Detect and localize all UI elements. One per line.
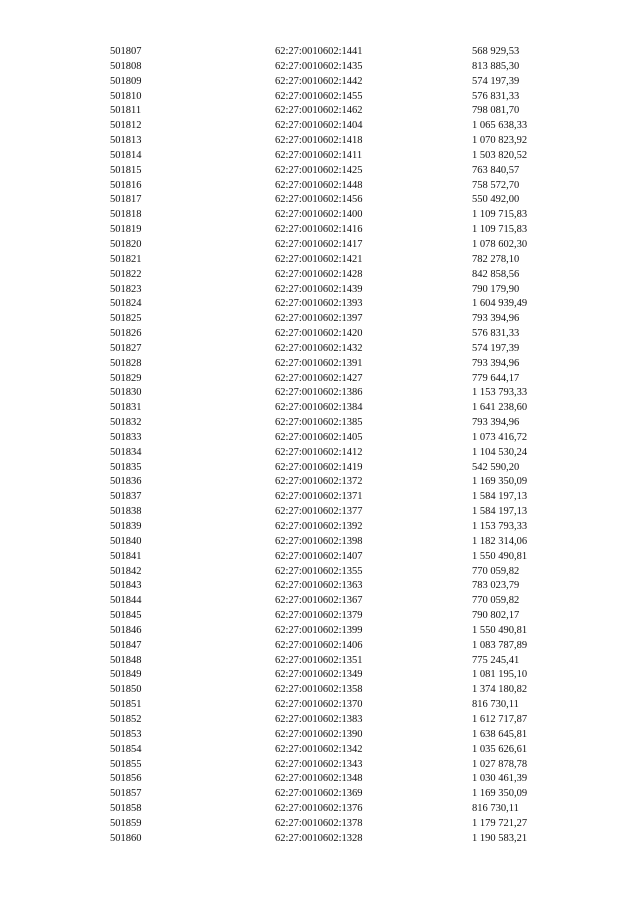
cadastral-value: 1 065 638,33 [472,120,528,132]
cadastral-value: 1 153 793,33 [472,387,528,399]
table-row [110,758,572,773]
row-number: 501824 [110,298,142,310]
cadastral-number: 62:27:0010602:1351 [275,654,363,666]
table-row [110,505,572,520]
cadastral-number: 62:27:0010602:1455 [275,90,363,102]
table-row [110,327,572,342]
cadastral-number: 62:27:0010602:1343 [275,758,363,770]
table-row [110,832,572,847]
table-row [110,104,572,119]
cadastral-value: 574 197,39 [472,75,520,87]
row-number: 501848 [110,654,142,666]
table-row [110,683,572,698]
row-number: 501838 [110,506,142,518]
cadastral-value: 798 081,70 [472,105,520,117]
table-row [110,743,572,758]
cadastral-number: 62:27:0010602:1406 [275,639,363,651]
row-number: 501853 [110,728,142,740]
table-row [110,268,572,283]
cadastral-value: 816 730,11 [472,699,519,711]
table-row [110,297,572,312]
row-number: 501821 [110,253,142,265]
row-number: 501815 [110,164,142,176]
cadastral-number: 62:27:0010602:1392 [275,521,363,532]
table-row [110,45,572,60]
table-row [110,372,572,387]
cadastral-number: 62:27:0010602:1369 [275,788,363,800]
cadastral-value: 550 492,00 [472,194,520,206]
cadastral-number: 62:27:0010602:1378 [275,817,363,829]
table-row [110,179,572,194]
cadastral-value: 1 081 195,10 [472,669,528,681]
table-row [110,579,572,594]
cadastral-number: 62:27:0010602:1379 [275,610,363,622]
cadastral-value: 1 190 583,21 [472,832,528,844]
cadastral-value: 1 550 490,81 [472,550,528,562]
cadastral-number: 62:27:0010602:1391 [275,357,363,369]
cadastral-value-table [110,45,572,847]
cadastral-number: 62:27:0010602:1376 [275,803,363,815]
table-row [110,386,572,401]
table-row [110,624,572,639]
cadastral-number: 62:27:0010602:1370 [275,699,363,711]
cadastral-number: 62:27:0010602:1397 [275,313,363,325]
cadastral-number: 62:27:0010602:1371 [275,491,363,503]
cadastral-value: 842 858,56 [472,268,520,280]
table-row [110,208,572,223]
row-number: 501822 [110,268,142,280]
table-row [110,90,572,105]
row-number: 501850 [110,684,142,696]
row-number: 501834 [110,446,142,458]
table-row [110,609,572,624]
cadastral-value: 763 840,57 [472,164,520,176]
row-number: 501843 [110,580,142,592]
row-number: 501836 [110,476,142,488]
cadastral-value: 1 073 416,72 [472,431,528,443]
row-number: 501831 [110,402,142,414]
cadastral-number: 62:27:0010602:1419 [275,461,363,473]
cadastral-number: 62:27:0010602:1383 [275,713,363,725]
row-number: 501842 [110,565,142,577]
cadastral-value: 1 030 461,39 [472,773,528,785]
table-row [110,520,572,535]
table-row [110,490,572,505]
row-number: 501851 [110,699,142,711]
row-number: 501820 [110,238,142,250]
row-number: 501844 [110,595,142,607]
cadastral-value: 793 394,96 [472,417,520,429]
cadastral-value: 1 109 715,83 [472,224,528,236]
cadastral-number: 62:27:0010602:1398 [275,535,363,547]
row-number: 501825 [110,313,142,325]
cadastral-value: 1 070 823,92 [472,135,528,147]
cadastral-number: 62:27:0010602:1456 [275,194,363,206]
row-number: 501830 [110,387,142,399]
cadastral-number: 62:27:0010602:1372 [275,476,363,488]
table-row [110,416,572,431]
cadastral-value: 1 109 715,83 [472,209,528,221]
table-row [110,223,572,238]
cadastral-value: 783 023,79 [472,580,520,592]
cadastral-number: 62:27:0010602:1358 [275,684,363,696]
row-number: 501860 [110,832,142,844]
cadastral-value: 758 572,70 [472,179,520,191]
cadastral-value: 1 179 721,27 [472,817,528,829]
cadastral-number: 62:27:0010602:1425 [275,164,363,176]
cadastral-number: 62:27:0010602:1412 [275,446,363,458]
table-row [110,164,572,179]
row-number: 501814 [110,149,142,161]
row-number: 501859 [110,817,142,829]
table-row [110,283,572,298]
cadastral-value: 1 169 350,09 [472,788,528,800]
row-number: 501845 [110,610,142,622]
cadastral-value: 782 278,10 [472,253,520,265]
cadastral-value: 1 604 939,49 [472,298,528,310]
cadastral-value: 1 584 197,13 [472,506,528,518]
cadastral-value: 813 885,30 [472,60,520,72]
table-row [110,193,572,208]
cadastral-number: 62:27:0010602:1405 [275,431,363,443]
cadastral-value: 1 374 180,82 [472,684,528,696]
table-row [110,253,572,268]
cadastral-number: 62:27:0010602:1439 [275,283,363,295]
cadastral-value: 1 584 197,13 [472,491,528,503]
cadastral-number: 62:27:0010602:1355 [275,565,363,577]
cadastral-value: 576 831,33 [472,328,520,340]
cadastral-number: 62:27:0010602:1428 [275,268,363,280]
row-number: 501841 [110,550,142,562]
table-row [110,565,572,580]
cadastral-number: 62:27:0010602:1411 [275,149,363,161]
table-row [110,550,572,565]
cadastral-value: 1 104 530,24 [472,446,528,458]
cadastral-value: 770 059,82 [472,565,520,577]
row-number: 501810 [110,90,142,102]
cadastral-number: 62:27:0010602:1441 [275,46,363,57]
table-row [110,728,572,743]
cadastral-number: 62:27:0010602:1342 [275,743,363,755]
cadastral-value: 1 641 238,60 [472,402,528,414]
cadastral-number: 62:27:0010602:1404 [275,120,363,132]
table-row [110,817,572,832]
table-row [110,446,572,461]
cadastral-value: 779 644,17 [472,372,520,384]
row-number: 501812 [110,120,142,132]
row-number: 501829 [110,372,142,384]
row-number: 501839 [110,521,142,532]
table-row [110,787,572,802]
row-number: 501809 [110,75,142,87]
cadastral-number: 62:27:0010602:1328 [275,832,363,844]
row-number: 501837 [110,491,142,503]
table-row [110,668,572,683]
table-row [110,431,572,446]
cadastral-value: 770 059,82 [472,595,520,607]
cadastral-number: 62:27:0010602:1462 [275,105,363,117]
cadastral-number: 62:27:0010602:1435 [275,60,363,72]
cadastral-value: 793 394,96 [472,357,520,369]
table-body [110,45,572,847]
cadastral-value: 790 179,90 [472,283,520,295]
cadastral-value: 1 078 602,30 [472,238,528,250]
cadastral-number: 62:27:0010602:1377 [275,506,363,518]
cadastral-number: 62:27:0010602:1349 [275,669,363,681]
cadastral-number: 62:27:0010602:1367 [275,595,363,607]
table-row [110,342,572,357]
row-number: 501816 [110,179,142,191]
cadastral-number: 62:27:0010602:1421 [275,253,363,265]
row-number: 501833 [110,431,142,443]
cadastral-value: 1 182 314,06 [472,535,528,547]
row-number: 501852 [110,713,142,725]
cadastral-number: 62:27:0010602:1416 [275,224,363,236]
row-number: 501826 [110,328,142,340]
row-number: 501832 [110,417,142,429]
row-number: 501849 [110,669,142,681]
table-row [110,238,572,253]
row-number: 501846 [110,624,142,636]
table-row [110,312,572,327]
cadastral-number: 62:27:0010602:1385 [275,417,363,429]
table-row [110,713,572,728]
cadastral-number: 62:27:0010602:1363 [275,580,363,592]
cadastral-value: 816 730,11 [472,803,519,815]
cadastral-value: 1 638 645,81 [472,728,528,740]
cadastral-value: 542 590,20 [472,461,520,473]
table-row [110,60,572,75]
cadastral-number: 62:27:0010602:1348 [275,773,363,785]
table-row [110,149,572,164]
cadastral-number: 62:27:0010602:1386 [275,387,363,399]
row-number: 501823 [110,283,142,295]
cadastral-value: 790 802,17 [472,610,520,622]
row-number: 501858 [110,803,142,815]
cadastral-number: 62:27:0010602:1400 [275,209,363,221]
table-row [110,594,572,609]
row-number: 501807 [110,46,142,57]
row-number: 501856 [110,773,142,785]
cadastral-number: 62:27:0010602:1442 [275,75,363,87]
row-number: 501828 [110,357,142,369]
cadastral-value: 775 245,41 [472,654,520,666]
row-number: 501811 [110,105,142,117]
table-row [110,461,572,476]
row-number: 501818 [110,209,142,221]
cadastral-number: 62:27:0010602:1417 [275,238,363,250]
row-number: 501813 [110,135,142,147]
table-row [110,134,572,149]
table-row [110,802,572,817]
cadastral-number: 62:27:0010602:1390 [275,728,363,740]
cadastral-value: 574 197,39 [472,342,520,354]
table-row [110,401,572,416]
table-row [110,475,572,490]
cadastral-number: 62:27:0010602:1384 [275,402,363,414]
row-number: 501808 [110,60,142,72]
cadastral-value: 1 550 490,81 [472,624,528,636]
table-row [110,357,572,372]
cadastral-value: 1 035 626,61 [472,743,528,755]
cadastral-number: 62:27:0010602:1432 [275,342,363,354]
cadastral-number: 62:27:0010602:1407 [275,550,363,562]
cadastral-number: 62:27:0010602:1393 [275,298,363,310]
cadastral-number: 62:27:0010602:1427 [275,372,363,384]
cadastral-value: 1 503 820,52 [472,149,528,161]
table-row [110,772,572,787]
table-row [110,75,572,90]
cadastral-value: 576 831,33 [472,90,520,102]
row-number: 501840 [110,535,142,547]
row-number: 501854 [110,743,142,755]
table-row [110,698,572,713]
row-number: 501847 [110,639,142,651]
cadastral-value: 793 394,96 [472,313,520,325]
cadastral-number: 62:27:0010602:1420 [275,328,363,340]
row-number: 501855 [110,758,142,770]
table-row [110,119,572,134]
row-number: 501819 [110,224,142,236]
row-number: 501817 [110,194,142,206]
table-row [110,639,572,654]
table-row [110,654,572,669]
row-number: 501857 [110,788,142,800]
cadastral-number: 62:27:0010602:1448 [275,179,363,191]
cadastral-value: 568 929,53 [472,46,520,57]
cadastral-value: 1 169 350,09 [472,476,528,488]
cadastral-value: 1 153 793,33 [472,521,528,532]
row-number: 501835 [110,461,142,473]
table-row [110,535,572,550]
cadastral-number: 62:27:0010602:1399 [275,624,363,636]
cadastral-value: 1 083 787,89 [472,639,528,651]
cadastral-number: 62:27:0010602:1418 [275,135,363,147]
cadastral-value: 1 027 878,78 [472,758,528,770]
cadastral-value: 1 612 717,87 [472,713,528,725]
row-number: 501827 [110,342,142,354]
